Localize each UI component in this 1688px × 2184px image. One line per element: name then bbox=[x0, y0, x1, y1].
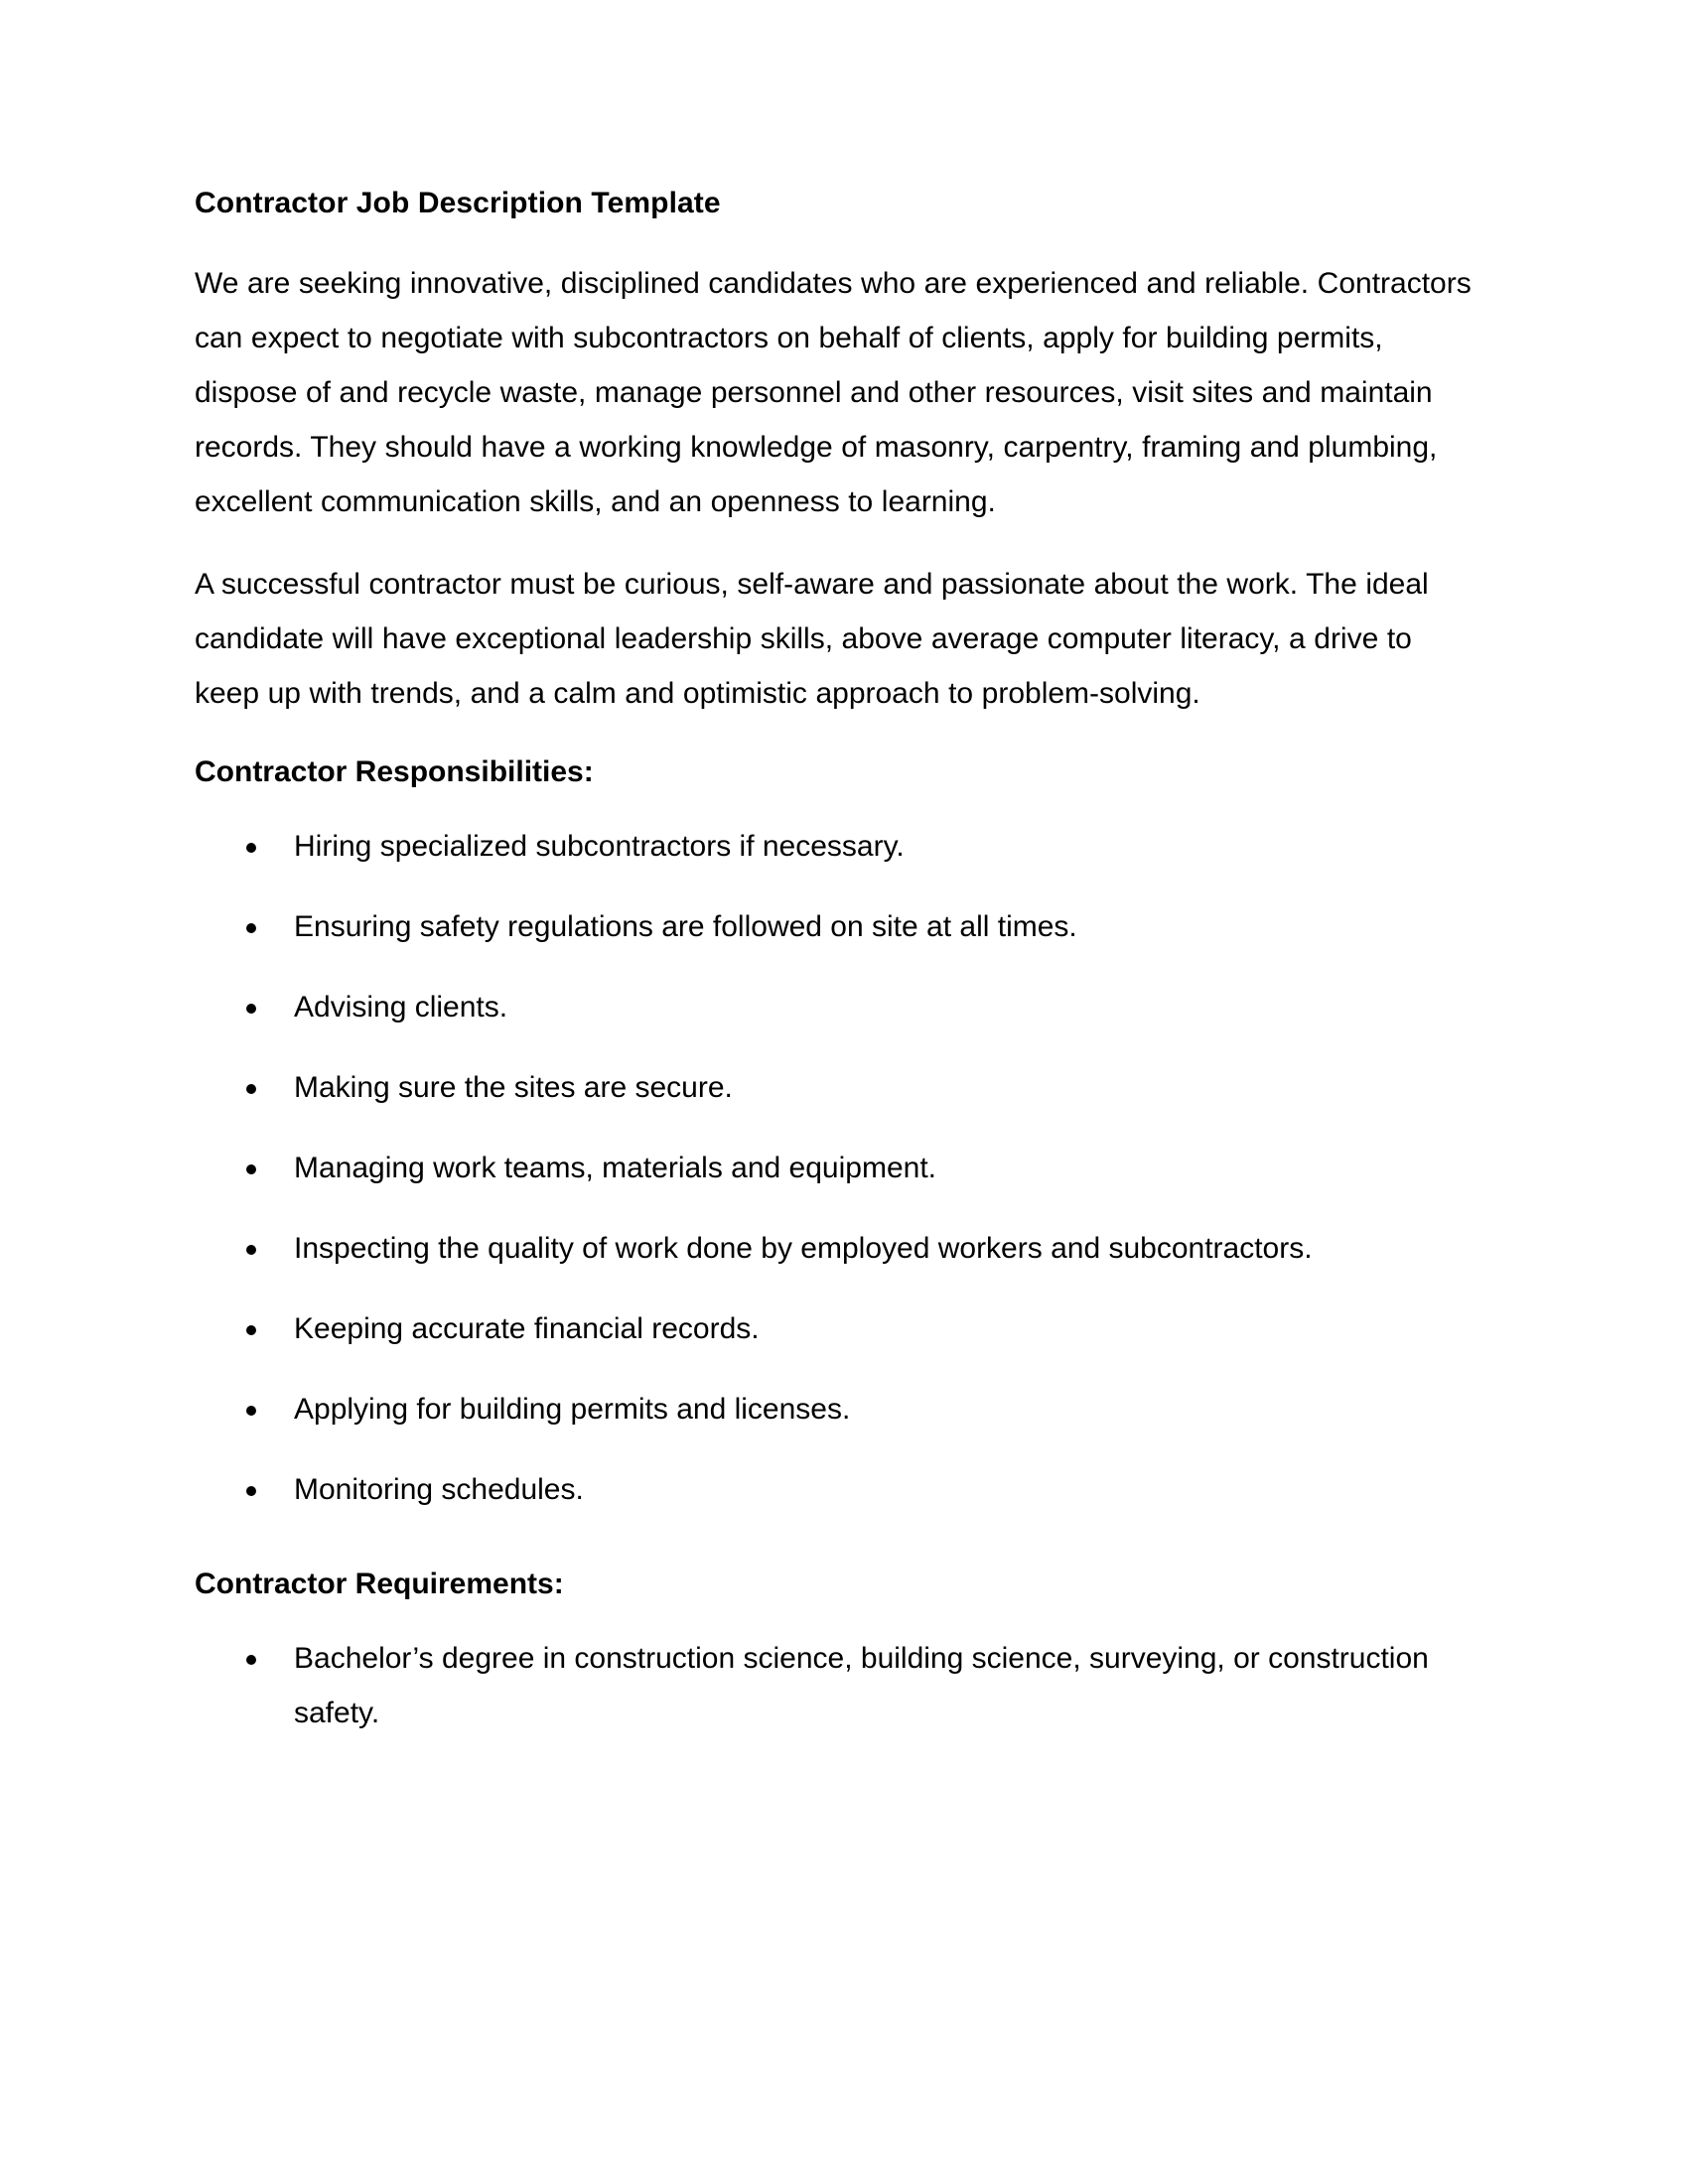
bullet-icon bbox=[246, 923, 256, 933]
section-heading-responsibilities: Contractor Responsibilities: bbox=[195, 754, 594, 788]
bullet-icon bbox=[246, 1084, 256, 1094]
document-body bbox=[195, 185, 1485, 1766]
list-item bbox=[195, 1301, 1495, 1356]
page-title: Contractor Job Description Template bbox=[195, 187, 721, 219]
list-item bbox=[195, 1060, 1495, 1115]
bullet-icon bbox=[246, 1486, 256, 1496]
bullet-icon bbox=[246, 843, 256, 853]
list-item bbox=[195, 1141, 1495, 1195]
intro-paragraph-2: A successful contractor must be curious, self-aware and passionate about the work. The ideal candidate will have exceptional leadership skills, above average computer literacy, a drive to keep up with trends, and a calm and optimistic approach to problem-solving. bbox=[195, 567, 1429, 710]
bullet-icon bbox=[246, 1245, 256, 1255]
list-item bbox=[195, 899, 1495, 954]
list-item bbox=[195, 1382, 1495, 1436]
responsibilities-list bbox=[195, 819, 1485, 1517]
list-item bbox=[195, 980, 1495, 1034]
list-item-label: Making sure the sites are secure. bbox=[294, 1070, 733, 1104]
list-item-label: Inspecting the quality of work done by employed workers and subcontractors. bbox=[294, 1231, 1313, 1265]
bullet-icon bbox=[246, 1325, 256, 1335]
list-item bbox=[195, 1221, 1495, 1276]
list-item bbox=[195, 819, 1495, 874]
requirements-list bbox=[195, 1631, 1485, 1740]
list-item-label: Bachelor’s degree in construction science, building science, surveying, or construction safety. bbox=[294, 1641, 1429, 1729]
section-heading-requirements: Contractor Requirements: bbox=[195, 1567, 564, 1600]
list-item-label: Monitoring schedules. bbox=[294, 1472, 584, 1506]
bullet-icon bbox=[246, 1164, 256, 1174]
bullet-icon bbox=[246, 1004, 256, 1014]
intro-paragraph-1: We are seeking innovative, disciplined candidates who are experienced and reliable. Contractors can expect to negotiate with subcontractors on behalf of clients, apply for building permits, dispose of and recycle waste, manage personnel and other resources, visit sites and maintain records. They should have a working knowledge of masonry, carpentry, framing and plumbing, excellent communication skills, and an openness to learning. bbox=[195, 266, 1472, 518]
list-item-label: Advising clients. bbox=[294, 990, 508, 1024]
list-item-label: Ensuring safety regulations are followed on site at all times. bbox=[294, 909, 1077, 943]
list-item bbox=[195, 1631, 1495, 1740]
list-item-label: Hiring specialized subcontractors if necessary. bbox=[294, 829, 905, 863]
bullet-icon bbox=[246, 1655, 256, 1665]
list-item-label: Managing work teams, materials and equipment. bbox=[294, 1151, 936, 1184]
list-item bbox=[195, 1462, 1495, 1517]
list-item-label: Applying for building permits and licenses. bbox=[294, 1392, 851, 1426]
bullet-icon bbox=[246, 1406, 256, 1416]
list-item-label: Keeping accurate financial records. bbox=[294, 1311, 760, 1345]
